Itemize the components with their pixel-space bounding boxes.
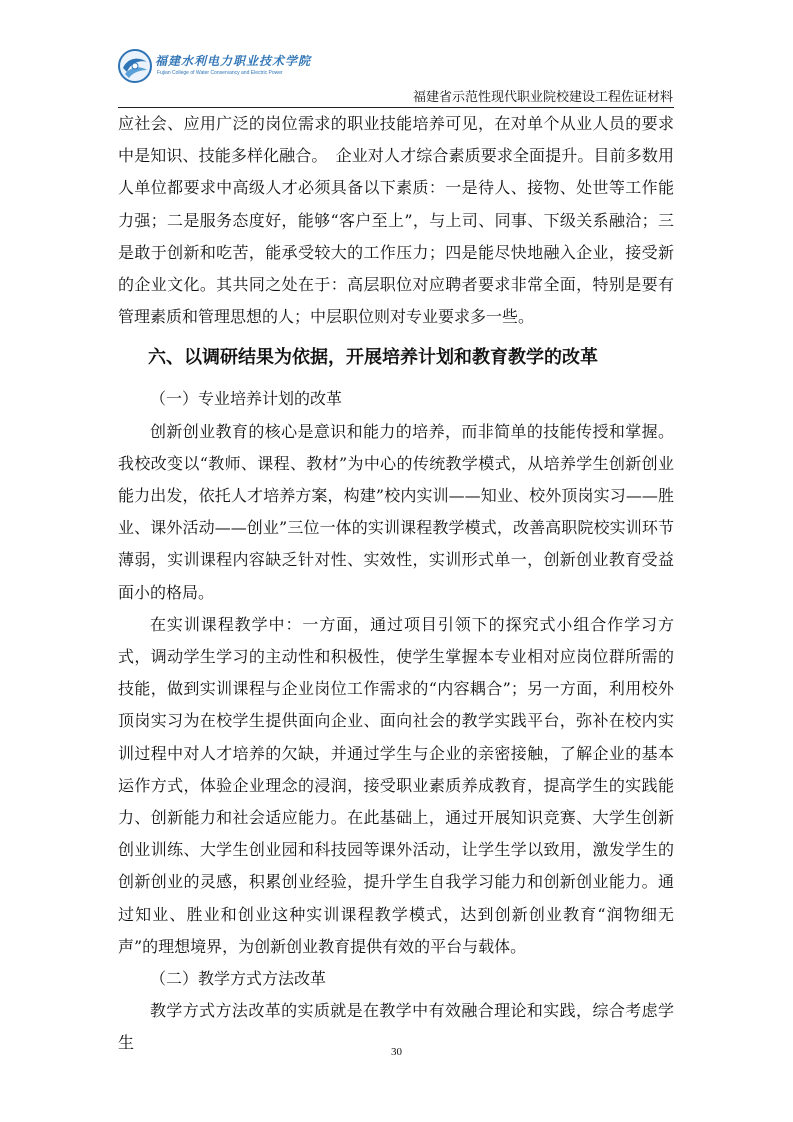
college-english-name: Fujian College of Water Conservancy and Electric Power — [157, 70, 283, 76]
paragraph: 教学方式方法改革的实质就是在教学中有效融合理论和实践，综合考虑学生 — [118, 1001, 674, 1053]
subsection-heading-2: （二）教学方式方法改革 — [150, 969, 327, 989]
page-header — [0, 0, 793, 108]
college-name-logotype: 福建水利电力职业技术学院 — [155, 54, 312, 68]
header-title: 福建省示范性现代职业院校建设工程佐证材料 — [412, 90, 673, 105]
paragraph-continued: 应社会、应用广泛的岗位需求的职业技能培养可见，在对单个从业人员的要求中是知识、技能多样化融合。 企业对人才综合素质要求全面提升。目前多数用人单位都要求中高级人才必须具备以下素质：一是待人、接物、处世等工作能力强；二是服务态度好，能够“客户至上”，与上司、同事、下级关系融洽；三是敢于创新和吃苦，能承受较大的工作压力；四是能尽快地融入企业，接受新的企业文化。其共同之处在于：高层职位对应聘者要求非常全面，特别是要有管理素质和管理思想的人；中层职位则对专业要求多一些。 — [118, 114, 674, 327]
page-number: 30 — [391, 1046, 402, 1058]
paragraph: 创新创业教育的核心是意识和能力的培养，而非简单的技能传授和掌握。我校改变以“教师、课程、教材”为中心的传统教学模式，从培养学生创新创业能力出发，依托人才培养方案，构建”校内实训——知业、校外顶岗实习——胜业、课外活动——创业”三位一体的实训课程教学模式，改善高职院校实训环节薄弱，实训课程内容缺乏针对性、实效性，实训形式单一，创新创业教育受益面小的格局。 — [118, 421, 674, 602]
paragraph: 在实训课程教学中：一方面，通过项目引领下的探究式小组合作学习方式，调动学生学习的主动性和积极性，使学生掌握本专业相对应岗位群所需的技能，做到实训课程与企业岗位工作需求的“内容耦合”；另一方面，利用校外顶岗实习为在校学生提供面向企业、面向社会的教学实践平台，弥补在校内实训过程中对人才培养的欠缺，并通过学生与企业的亲密接触，了解企业的基本运作方式，体验企业理念的浸润，接受职业素质养成教育，提高学生的实践能力、创新能力和社会适应能力。在此基础上，通过开展知识竞赛、大学生创新创业训练、大学生创业园和科技园等课外活动，让学生学以致用，激发学生的创新创业的灵感，积累创业经验，提升学生自我学习能力和创新创业能力。通过知业、胜业和创业这种实训课程教学模式，达到创新创业教育“润物细无声”的理想境界，为创新创业教育提供有效的平台与载体。 — [118, 614, 674, 956]
college-emblem-icon — [117, 48, 153, 84]
page-body — [118, 108, 674, 1060]
subsection-heading-1: （一）专业培养计划的改革 — [150, 389, 343, 409]
college-logo — [117, 46, 312, 90]
section-heading: 六、以调研结果为依据，开展培养计划和教育教学的改革 — [148, 347, 598, 369]
